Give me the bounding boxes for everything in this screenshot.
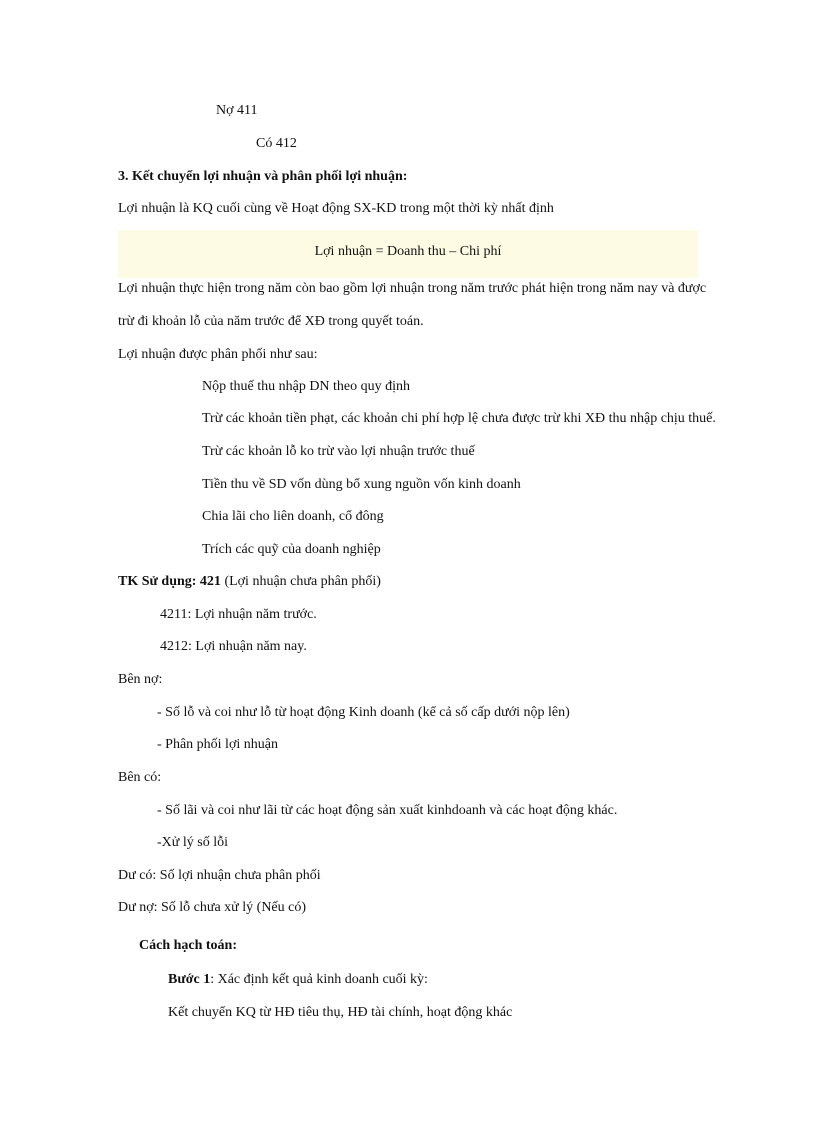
step1-label: Bước 1 [168, 972, 211, 987]
credit-item: - Số lãi và coi như lãi từ các hoạt động sản xuất kinhdoanh và các hoạt động khác. [157, 803, 618, 818]
account-label: TK Sử dụng: 421 [118, 574, 221, 589]
credit-item: -Xử lý số lỗi [157, 835, 228, 850]
sub-account: 4212: Lợi nhuận năm nay. [160, 639, 307, 654]
profit-formula: Lợi nhuận = Doanh thu – Chi phí [314, 244, 502, 259]
paragraph-line-2: trừ đi khoản lỗ của năm trước để XĐ trong quyết toán. [118, 314, 424, 329]
distribution-item: Tiền thu về SD vốn dùng bổ xung nguồn vốn kinh doanh [202, 477, 521, 492]
distribution-item: Chia lãi cho liên doanh, cổ đông [202, 509, 384, 524]
step1-text: : Xác định kết quả kinh doanh cuối kỳ: [210, 972, 428, 987]
journal-credit: Có 412 [256, 136, 297, 151]
section-heading: 3. Kết chuyển lợi nhuận và phân phối lợi nhuận: [118, 169, 408, 184]
account-line [118, 573, 381, 591]
debit-item: - Số lỗ và coi như lỗ từ hoạt động Kinh doanh (kể cả số cấp dưới nộp lên) [157, 705, 570, 720]
debit-item: - Phân phối lợi nhuận [157, 737, 278, 752]
sub-account: 4211: Lợi nhuận năm trước. [160, 607, 317, 622]
profit-definition: Lợi nhuận là KQ cuối cùng về Hoạt động SX-KD trong một thời kỳ nhất định [118, 201, 554, 216]
credit-side-label: Bên có: [118, 770, 162, 785]
method-heading: Cách hạch toán: [139, 938, 238, 953]
credit-balance: Dư có: Số lợi nhuận chưa phân phối [118, 868, 321, 883]
formula-box [118, 230, 698, 278]
account-description: (Lợi nhuận chưa phân phối) [220, 574, 381, 589]
distribution-item: Trừ các khoản lỗ ko trừ vào lợi nhuận trước thuế [202, 444, 475, 459]
journal-debit: Nợ 411 [216, 103, 258, 118]
step1-detail: Kết chuyển KQ từ HĐ tiêu thụ, HĐ tài chính, hoạt động khác [168, 1005, 513, 1020]
debit-side-label: Bên nợ: [118, 672, 163, 687]
distribution-item: Trừ các khoản tiền phạt, các khoản chi phí hợp lệ chưa được trừ khi XĐ thu nhập chịu thuế. [202, 411, 716, 426]
distribution-intro: Lợi nhuận được phân phối như sau: [118, 347, 318, 362]
distribution-item: Nộp thuế thu nhập DN theo quy định [202, 379, 411, 394]
paragraph-line-1: Lợi nhuận thực hiện trong năm còn bao gồm lợi nhuận trong năm trước phát hiện trong năm nay và được [118, 281, 707, 296]
distribution-item: Trích các quỹ của doanh nghiệp [202, 542, 381, 557]
step1-line [168, 971, 428, 989]
debit-balance: Dư nợ: Số lỗ chưa xử lý (Nếu có) [118, 900, 307, 915]
